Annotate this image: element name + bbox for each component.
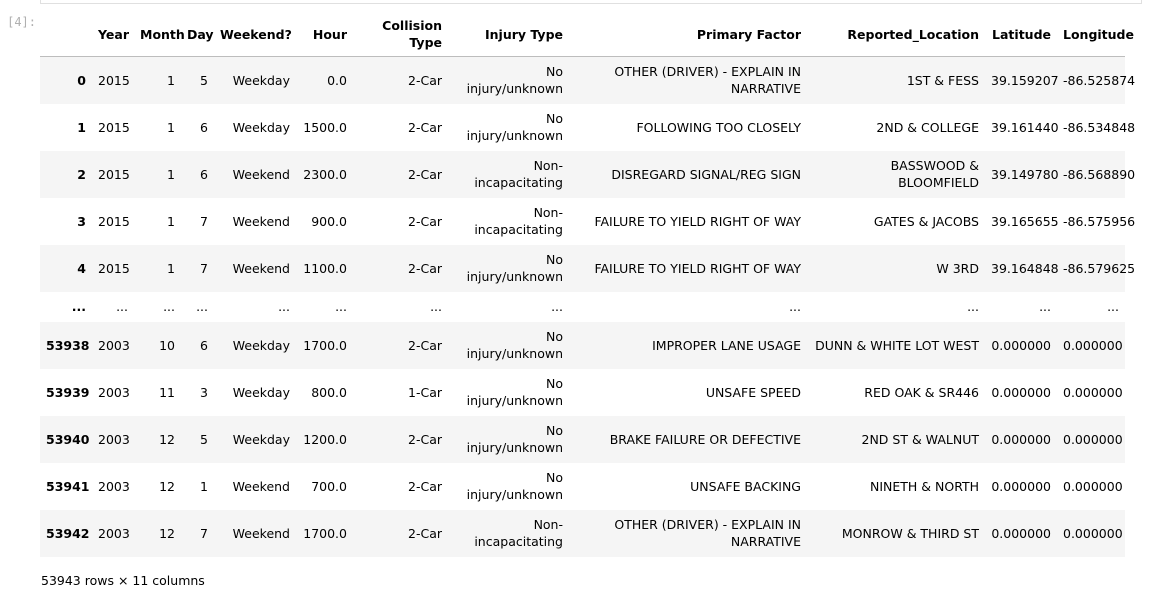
- table-cell: 2015: [98, 260, 130, 276]
- table-cell: Weekend: [232, 478, 290, 494]
- table-cell: 900.0: [311, 213, 347, 229]
- table-cell: 3: [200, 384, 208, 400]
- cell-output: [40, 12, 1136, 557]
- table-cell: OTHER (DRIVER) - EXPLAIN IN NARRATIVE: [614, 517, 801, 549]
- table-cell: ...: [789, 299, 801, 314]
- table-cell: 7: [200, 213, 208, 229]
- table-row: [40, 104, 1125, 151]
- table-cell: ...: [1107, 299, 1119, 314]
- table-cell: No injury/unknown: [466, 470, 563, 502]
- table-cell: Non-incapacitating: [474, 517, 563, 549]
- table-cell: 39.164848: [991, 260, 1059, 276]
- table-cell: OTHER (DRIVER) - EXPLAIN IN NARRATIVE: [614, 64, 801, 97]
- table-cell: 2015: [98, 72, 130, 88]
- row-index: 53942: [46, 525, 90, 541]
- table-cell: ...: [967, 299, 979, 314]
- table-cell: No injury/unknown: [466, 64, 563, 97]
- table-cell: 0.000000: [1063, 431, 1123, 447]
- row-index: 53940: [46, 431, 90, 447]
- table-cell: 2015: [98, 213, 130, 229]
- table-body: [40, 57, 1136, 557]
- table-row: [40, 151, 1125, 198]
- table-cell: 2-Car: [408, 431, 442, 447]
- table-cell: No injury/unknown: [466, 111, 563, 143]
- table-cell: -86.575956: [1063, 213, 1136, 229]
- table-cell: -86.568890: [1063, 166, 1136, 182]
- row-index: 53941: [46, 478, 90, 494]
- table-cell: 0.000000: [991, 525, 1051, 541]
- table-cell: 1700.0: [303, 525, 347, 541]
- table-cell: FAILURE TO YIELD RIGHT OF WAY: [594, 213, 801, 229]
- table-cell: Weekday: [232, 337, 290, 353]
- table-cell: 2-Car: [408, 72, 442, 88]
- table-cell: 1ST & FESS: [906, 72, 979, 88]
- table-cell: Non-incapacitating: [474, 205, 563, 237]
- table-cell: Weekend: [232, 525, 290, 541]
- table-cell: ...: [1039, 299, 1051, 314]
- table-cell: 0.000000: [1063, 525, 1123, 541]
- cell-prompt: [4]:: [7, 15, 36, 29]
- column-header: Primary Factor: [569, 12, 807, 57]
- table-cell: 0.000000: [1063, 384, 1123, 400]
- table-cell: 0.000000: [1063, 478, 1123, 494]
- table-cell: 2-Car: [408, 478, 442, 494]
- table-cell: 2015: [98, 166, 130, 182]
- table-cell: 2ND ST & WALNUT: [861, 431, 979, 447]
- dataframe-table: [40, 12, 1136, 557]
- table-row: [40, 416, 1125, 463]
- table-cell: 11: [159, 384, 175, 400]
- table-cell: 2003: [98, 478, 130, 494]
- table-row: [40, 57, 1125, 104]
- table-cell: No injury/unknown: [466, 252, 563, 284]
- table-cell: NINETH & NORTH: [869, 478, 979, 494]
- table-cell: 2-Car: [408, 119, 442, 135]
- table-cell: 2003: [98, 384, 130, 400]
- column-header: Day: [181, 12, 214, 57]
- table-cell: 39.159207: [991, 72, 1059, 88]
- row-index: ...: [71, 299, 86, 314]
- row-index: 53938: [46, 337, 90, 353]
- table-cell: Weekday: [232, 431, 290, 447]
- row-index: 3: [77, 213, 86, 229]
- table-cell: 6: [200, 166, 208, 182]
- table-cell: ...: [430, 299, 442, 314]
- table-cell: GATES & JACOBS: [873, 213, 979, 229]
- table-cell: FOLLOWING TOO CLOSELY: [636, 119, 801, 135]
- table-cell: No injury/unknown: [466, 329, 563, 361]
- table-row: [40, 245, 1125, 292]
- table-cell: 0.000000: [1063, 337, 1123, 353]
- column-header: Longitude: [1057, 12, 1125, 57]
- table-cell: 39.165655: [991, 213, 1059, 229]
- table-cell: 6: [200, 119, 208, 135]
- table-cell: Weekend: [232, 166, 290, 182]
- table-cell: Weekday: [232, 119, 290, 135]
- table-cell: UNSAFE BACKING: [690, 478, 801, 494]
- table-cell: ...: [163, 299, 175, 314]
- table-cell: 1200.0: [303, 431, 347, 447]
- table-cell: 2003: [98, 431, 130, 447]
- table-cell: 1: [167, 72, 175, 88]
- column-header: Injury Type: [448, 12, 569, 57]
- index-column-header: [40, 12, 92, 57]
- table-cell: 0.000000: [991, 337, 1051, 353]
- table-cell: 2-Car: [408, 525, 442, 541]
- table-cell: -86.579625: [1063, 260, 1136, 276]
- table-cell: 7: [200, 525, 208, 541]
- table-row: [40, 369, 1125, 416]
- table-cell: -86.534848: [1063, 119, 1136, 135]
- table-cell: DISREGARD SIGNAL/REG SIGN: [611, 166, 801, 182]
- table-cell: 1: [200, 478, 208, 494]
- column-header: Month: [134, 12, 181, 57]
- table-cell: 5: [200, 72, 208, 88]
- column-header: Collision Type: [353, 12, 448, 57]
- header-row: [40, 12, 1125, 57]
- table-cell: No injury/unknown: [466, 423, 563, 455]
- table-cell: 7: [200, 260, 208, 276]
- table-cell: 0.000000: [991, 384, 1051, 400]
- table-cell: Non-incapacitating: [474, 158, 563, 190]
- previous-cell-border: [40, 0, 1142, 4]
- table-cell: MONROW & THIRD ST: [841, 525, 979, 541]
- table-cell: DUNN & WHITE LOT WEST: [815, 337, 979, 353]
- table-cell: 1: [167, 213, 175, 229]
- table-cell: 800.0: [311, 384, 347, 400]
- table-cell: 39.149780: [991, 166, 1059, 182]
- dataframe-shape: 53943 rows × 11 columns: [41, 573, 205, 588]
- table-header: [40, 12, 1134, 57]
- table-cell: 1100.0: [303, 260, 347, 276]
- table-cell: 0.000000: [991, 478, 1051, 494]
- table-row: [40, 463, 1125, 510]
- table-cell: Weekday: [232, 384, 290, 400]
- table-row: [40, 322, 1125, 369]
- row-index: 53939: [46, 384, 90, 400]
- table-cell: ...: [551, 299, 563, 314]
- table-cell: No injury/unknown: [466, 376, 563, 408]
- table-cell: BASSWOOD & BLOOMFIELD: [890, 158, 979, 190]
- column-header: Year: [92, 12, 134, 57]
- ellipsis-row: [40, 292, 1125, 322]
- table-cell: -86.525874: [1063, 72, 1136, 88]
- table-cell: 1: [167, 260, 175, 276]
- table-cell: 12: [159, 525, 175, 541]
- table-cell: Weekend: [232, 260, 290, 276]
- table-cell: 2ND & COLLEGE: [876, 119, 979, 135]
- table-cell: ...: [278, 299, 290, 314]
- table-cell: 2003: [98, 337, 130, 353]
- table-cell: UNSAFE SPEED: [705, 384, 801, 400]
- table-cell: 0.0: [327, 72, 347, 88]
- table-cell: 2003: [98, 525, 130, 541]
- row-index: 4: [77, 260, 86, 276]
- table-cell: 700.0: [311, 478, 347, 494]
- table-cell: ...: [196, 299, 208, 314]
- table-cell: 1: [167, 166, 175, 182]
- table-cell: 12: [159, 478, 175, 494]
- table-cell: FAILURE TO YIELD RIGHT OF WAY: [594, 260, 801, 276]
- row-index: 1: [77, 119, 86, 135]
- table-cell: 2300.0: [303, 166, 347, 182]
- column-header: Reported_Location: [807, 12, 985, 57]
- table-cell: 2-Car: [408, 166, 442, 182]
- column-header: Hour: [296, 12, 353, 57]
- table-cell: 2-Car: [408, 213, 442, 229]
- table-cell: ...: [116, 299, 128, 314]
- table-cell: 2-Car: [408, 260, 442, 276]
- table-cell: ...: [335, 299, 347, 314]
- table-cell: 6: [200, 337, 208, 353]
- table-cell: 2015: [98, 119, 130, 135]
- table-cell: 1500.0: [303, 119, 347, 135]
- table-cell: 0.000000: [991, 431, 1051, 447]
- column-header: Weekend?: [214, 12, 296, 57]
- table-cell: IMPROPER LANE USAGE: [652, 337, 801, 353]
- table-cell: RED OAK & SR446: [864, 384, 979, 400]
- table-cell: W 3RD: [936, 260, 979, 276]
- table-cell: Weekend: [232, 213, 290, 229]
- row-index: 2: [77, 166, 86, 182]
- row-index: 0: [77, 72, 86, 88]
- table-cell: BRAKE FAILURE OR DEFECTIVE: [609, 431, 801, 447]
- table-cell: 1: [167, 119, 175, 135]
- table-row: [40, 198, 1125, 245]
- table-cell: 5: [200, 431, 208, 447]
- table-cell: Weekday: [232, 72, 290, 88]
- table-cell: 10: [159, 337, 175, 353]
- table-cell: 2-Car: [408, 337, 442, 353]
- table-row: [40, 510, 1125, 557]
- column-header: Latitude: [985, 12, 1057, 57]
- table-cell: 12: [159, 431, 175, 447]
- table-cell: 1-Car: [408, 384, 442, 400]
- table-cell: 39.161440: [991, 119, 1059, 135]
- table-cell: 1700.0: [303, 337, 347, 353]
